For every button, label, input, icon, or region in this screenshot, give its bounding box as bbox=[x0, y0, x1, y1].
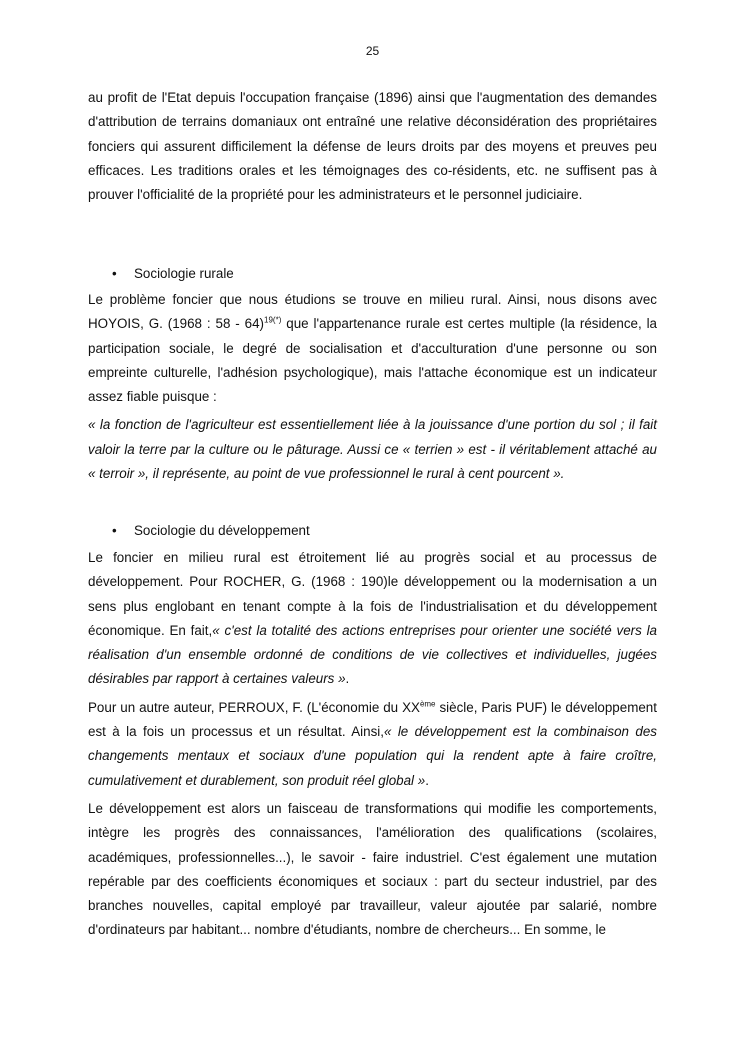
paragraph-hoyois-text-b: que l'appartenance rurale est certes multiple (la résidence, la participation sociale, le degré de socialisation et d'acculturation d'une personne ou son empreinte culturelle, l'adhésion psychologique), mais l'attache économique est un indicateur assez fiable puisque : bbox=[88, 316, 657, 405]
paragraph-rocher-text: Le foncier en milieu rural est étroitement lié au progrès social et au processus de développement. Pour ROCHER, G. (1968 : 190)le développement ou la modernisation a un sens plus englobant en tenant compte à la fois de l'industrialisation et du développement économique. En fait, bbox=[88, 550, 657, 638]
section-rurale-body bbox=[88, 288, 657, 486]
bullet-sociologie-rurale bbox=[112, 264, 234, 284]
section-heading-developpement: Sociologie du développement bbox=[134, 523, 310, 538]
footnote-marker: 19(*) bbox=[264, 315, 282, 325]
bullet-icon: • bbox=[112, 266, 117, 281]
paragraph-rocher bbox=[88, 546, 657, 692]
paragraph-perroux-text-a: Pour un autre auteur, PERROUX, F. (L'économie du XX bbox=[88, 699, 420, 715]
quote-perroux: « le développement est la combinaison des changements mentaux et sociaux d'une population qui la rendent apte à faire croître, cumulativement et durablement, son produit réel global » bbox=[88, 724, 657, 788]
paragraph-perroux-end: . bbox=[425, 772, 429, 788]
paragraph-hoyois bbox=[88, 288, 657, 409]
quote-agriculteur-text: « la fonction de l'agriculteur est essentiellement liée à la jouissance d'une portion du sol ; il fait valoir la terre par la culture ou le pâturage. Aussi ce « terrien » est - il véritablement attaché au « terroir », il représente, au point de vue professionnel le rural à cent pourcent ». bbox=[88, 417, 657, 482]
page-number: 25 bbox=[365, 44, 380, 58]
paragraph-perroux-text-b: siècle, Paris PUF) le développement est à la fois un processus et un résultat. Ainsi, bbox=[88, 699, 657, 740]
paragraph-intro-text: au profit de l'Etat depuis l'occupation française (1896) ainsi que l'augmentation des demandes d'attribution de terrains domaniaux ont entraîné une relative déconsidération des propriétaires fonciers qui assurent difficilement la défense de leurs droits par des moyens et preuves peu efficaces. Les traditions orales et les témoignages des co-résidents, etc. ne suffisent pas à prouver l'officialité de la propriété pour les administrateurs et le personnel judiciaire. bbox=[88, 90, 657, 203]
paragraph-perroux bbox=[88, 696, 657, 793]
bullet-sociologie-developpement bbox=[112, 521, 310, 541]
bullet-icon: • bbox=[112, 523, 117, 538]
quote-agriculteur bbox=[88, 413, 657, 486]
paragraph-hoyois-text-a: Le problème foncier que nous étudions se trouve en milieu rural. Ainsi, nous disons avec HOYOIS, G. (1968 : 58 - 64) bbox=[88, 292, 657, 332]
section-heading-rurale: Sociologie rurale bbox=[134, 266, 234, 281]
paragraph-faisceau: Le développement est alors un faisceau de transformations qui modifie les comportements, intègre les progrès des connaissances, l'amélioration des qualifications (scolaires, académiques, professionnelles...), le savoir - faire industriel. C'est également une mutation repérable par des coefficients économiques et sociaux : part du secteur industriel, par des branches nouvelles, capital employé par travailleur, valeur ajoutée par salarié, nombre d'ordinateurs par habitant... nombre d'étudiants, nombre de chercheurs... En somme, le bbox=[88, 800, 657, 938]
section-developpement-body bbox=[88, 546, 657, 943]
superscript-eme: ème bbox=[419, 699, 436, 709]
quote-rocher: « c'est la totalité des actions entreprises pour orienter une société vers la réalisation d'un ensemble ordonné de conditions de vie collectives et individuelles, jugées désirables par rapport à certaines valeurs » bbox=[88, 622, 657, 687]
paragraph-intro bbox=[88, 86, 657, 207]
paragraph-rocher-end: . bbox=[345, 671, 350, 687]
